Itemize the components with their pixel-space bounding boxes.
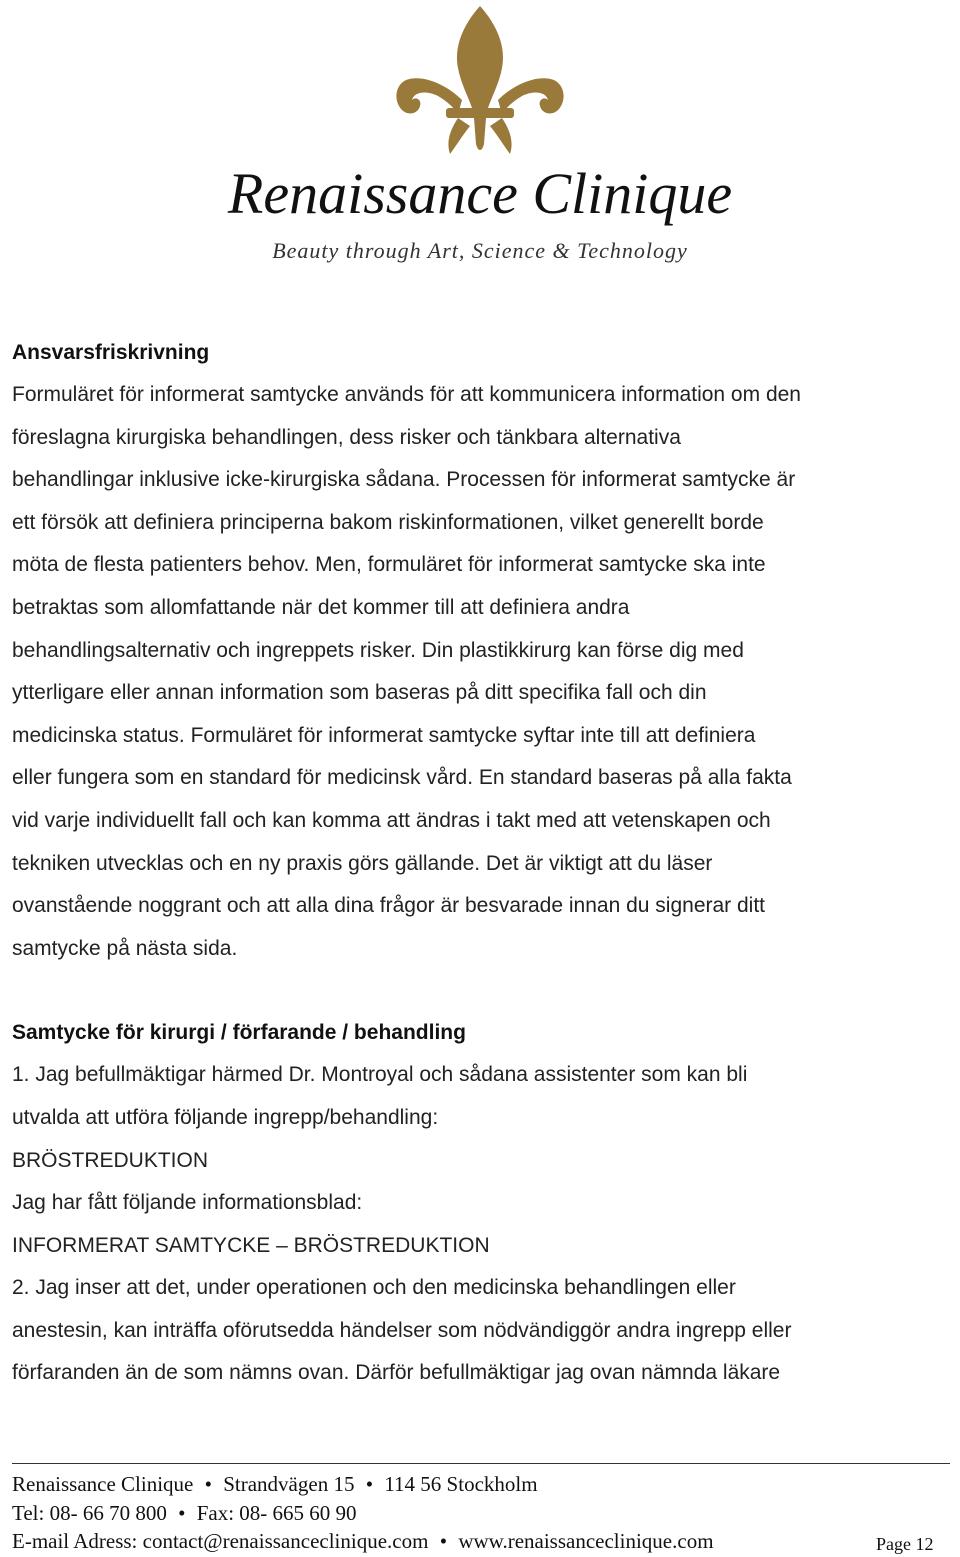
text-line: Jag har fått följande informationsblad: <box>12 1191 363 1215</box>
disclaimer-paragraph <box>12 374 947 970</box>
text-line: betraktas som allomfattande när det kommer till att definiera andra <box>12 595 630 619</box>
brand-name: Renaissance Clinique <box>227 161 733 226</box>
text-line: tekniken utvecklas och en ny praxis görs gällande. Det är viktigt att du läser <box>12 851 713 875</box>
text-line: ytterligare eller annan information som baseras på ditt specifika fall och din <box>12 681 707 705</box>
footer-email[interactable]: E-mail Adress: contact@renaissanceclinique.com <box>12 1529 429 1553</box>
info-sheet-name: INFORMERAT SAMTYCKE – BRÖSTREDUKTION <box>12 1233 490 1257</box>
text-line: förfaranden än de som nämns ovan. Därför befullmäktigar jag ovan nämnda läkare <box>12 1361 781 1385</box>
text-line: behandlingsalternativ och ingreppets risker. Din plastikkirurg kan förse dig med <box>12 638 744 662</box>
consent-paragraph <box>12 1054 947 1395</box>
page-number: Page 12 <box>876 1534 934 1554</box>
text-line: vid varje individuellt fall och kan komma att ändras i takt med att vetenskapen och <box>12 808 771 832</box>
footer-contact-row <box>12 1527 952 1556</box>
footer-divider <box>12 1463 950 1464</box>
section-heading-disclaimer: Ansvarsfriskrivning <box>12 341 210 364</box>
text-line: 1. Jag befullmäktigar härmed Dr. Montroyal och sådana assistenter som kan bli <box>12 1063 748 1087</box>
clinic-logo <box>0 0 960 290</box>
bullet-separator: • <box>178 1500 186 1525</box>
document-body <box>12 332 947 1395</box>
footer-tel: Tel: 08- 66 70 800 <box>12 1500 167 1525</box>
text-line: möta de flesta patienters behov. Men, formuläret för informerat samtycke ska inte <box>12 553 766 577</box>
text-line: ovanstående noggrant och att alla dina frågor är besvarade innan du signerar ditt <box>12 894 766 918</box>
procedure-name: BRÖSTREDUKTION <box>12 1148 209 1172</box>
footer-fax: Fax: 08- 665 60 90 <box>196 1500 357 1525</box>
text-line: medicinska status. Formuläret för informerat samtycke syftar inte till att definiera <box>12 723 756 747</box>
footer-clinic-name: Renaissance Clinique <box>12 1472 194 1496</box>
footer-address-row <box>12 1470 952 1499</box>
text-line: Formuläret för informerat samtycke används för att kommunicera information om den <box>12 383 801 406</box>
text-line: anestesin, kan inträffa oförutsedda händelser som nödvändiggör andra ingrepp eller <box>12 1318 792 1342</box>
text-line: behandlingar inklusive icke-kirurgiska sådana. Processen för informerat samtycke är <box>12 468 796 492</box>
footer-street: Strandvägen 15 <box>223 1472 355 1496</box>
fleur-de-lis-icon <box>392 4 568 162</box>
brand-tagline: Beauty through Art, Science & Technology <box>272 238 688 263</box>
footer-postal: 114 56 Stockholm <box>384 1472 538 1496</box>
page-footer <box>12 1470 952 1556</box>
text-line: eller fungera som en standard för medicinsk vård. En standard baseras på alla fakta <box>12 766 792 790</box>
text-line: utvalda att utföra följande ingrepp/behandling: <box>12 1105 439 1129</box>
bullet-separator: • <box>204 1472 212 1496</box>
footer-phone-row <box>12 1499 952 1528</box>
footer-website[interactable]: www.renaissanceclinique.com <box>458 1529 714 1553</box>
bullet-separator: • <box>365 1472 374 1496</box>
text-line: föreslagna kirurgiska behandlingen, dess risker och tänkbara alternativa <box>12 425 681 449</box>
text-line: ett försök att definiera principerna bakom riskinformationen, vilket generellt borde <box>12 510 764 534</box>
text-line: samtycke på nästa sida. <box>12 936 238 960</box>
section-heading-consent: Samtycke för kirurgi / förfarande / behandling <box>12 1021 466 1045</box>
bullet-separator: • <box>439 1529 448 1553</box>
text-line: 2. Jag inser att det, under operationen och den medicinska behandlingen eller <box>12 1276 736 1300</box>
